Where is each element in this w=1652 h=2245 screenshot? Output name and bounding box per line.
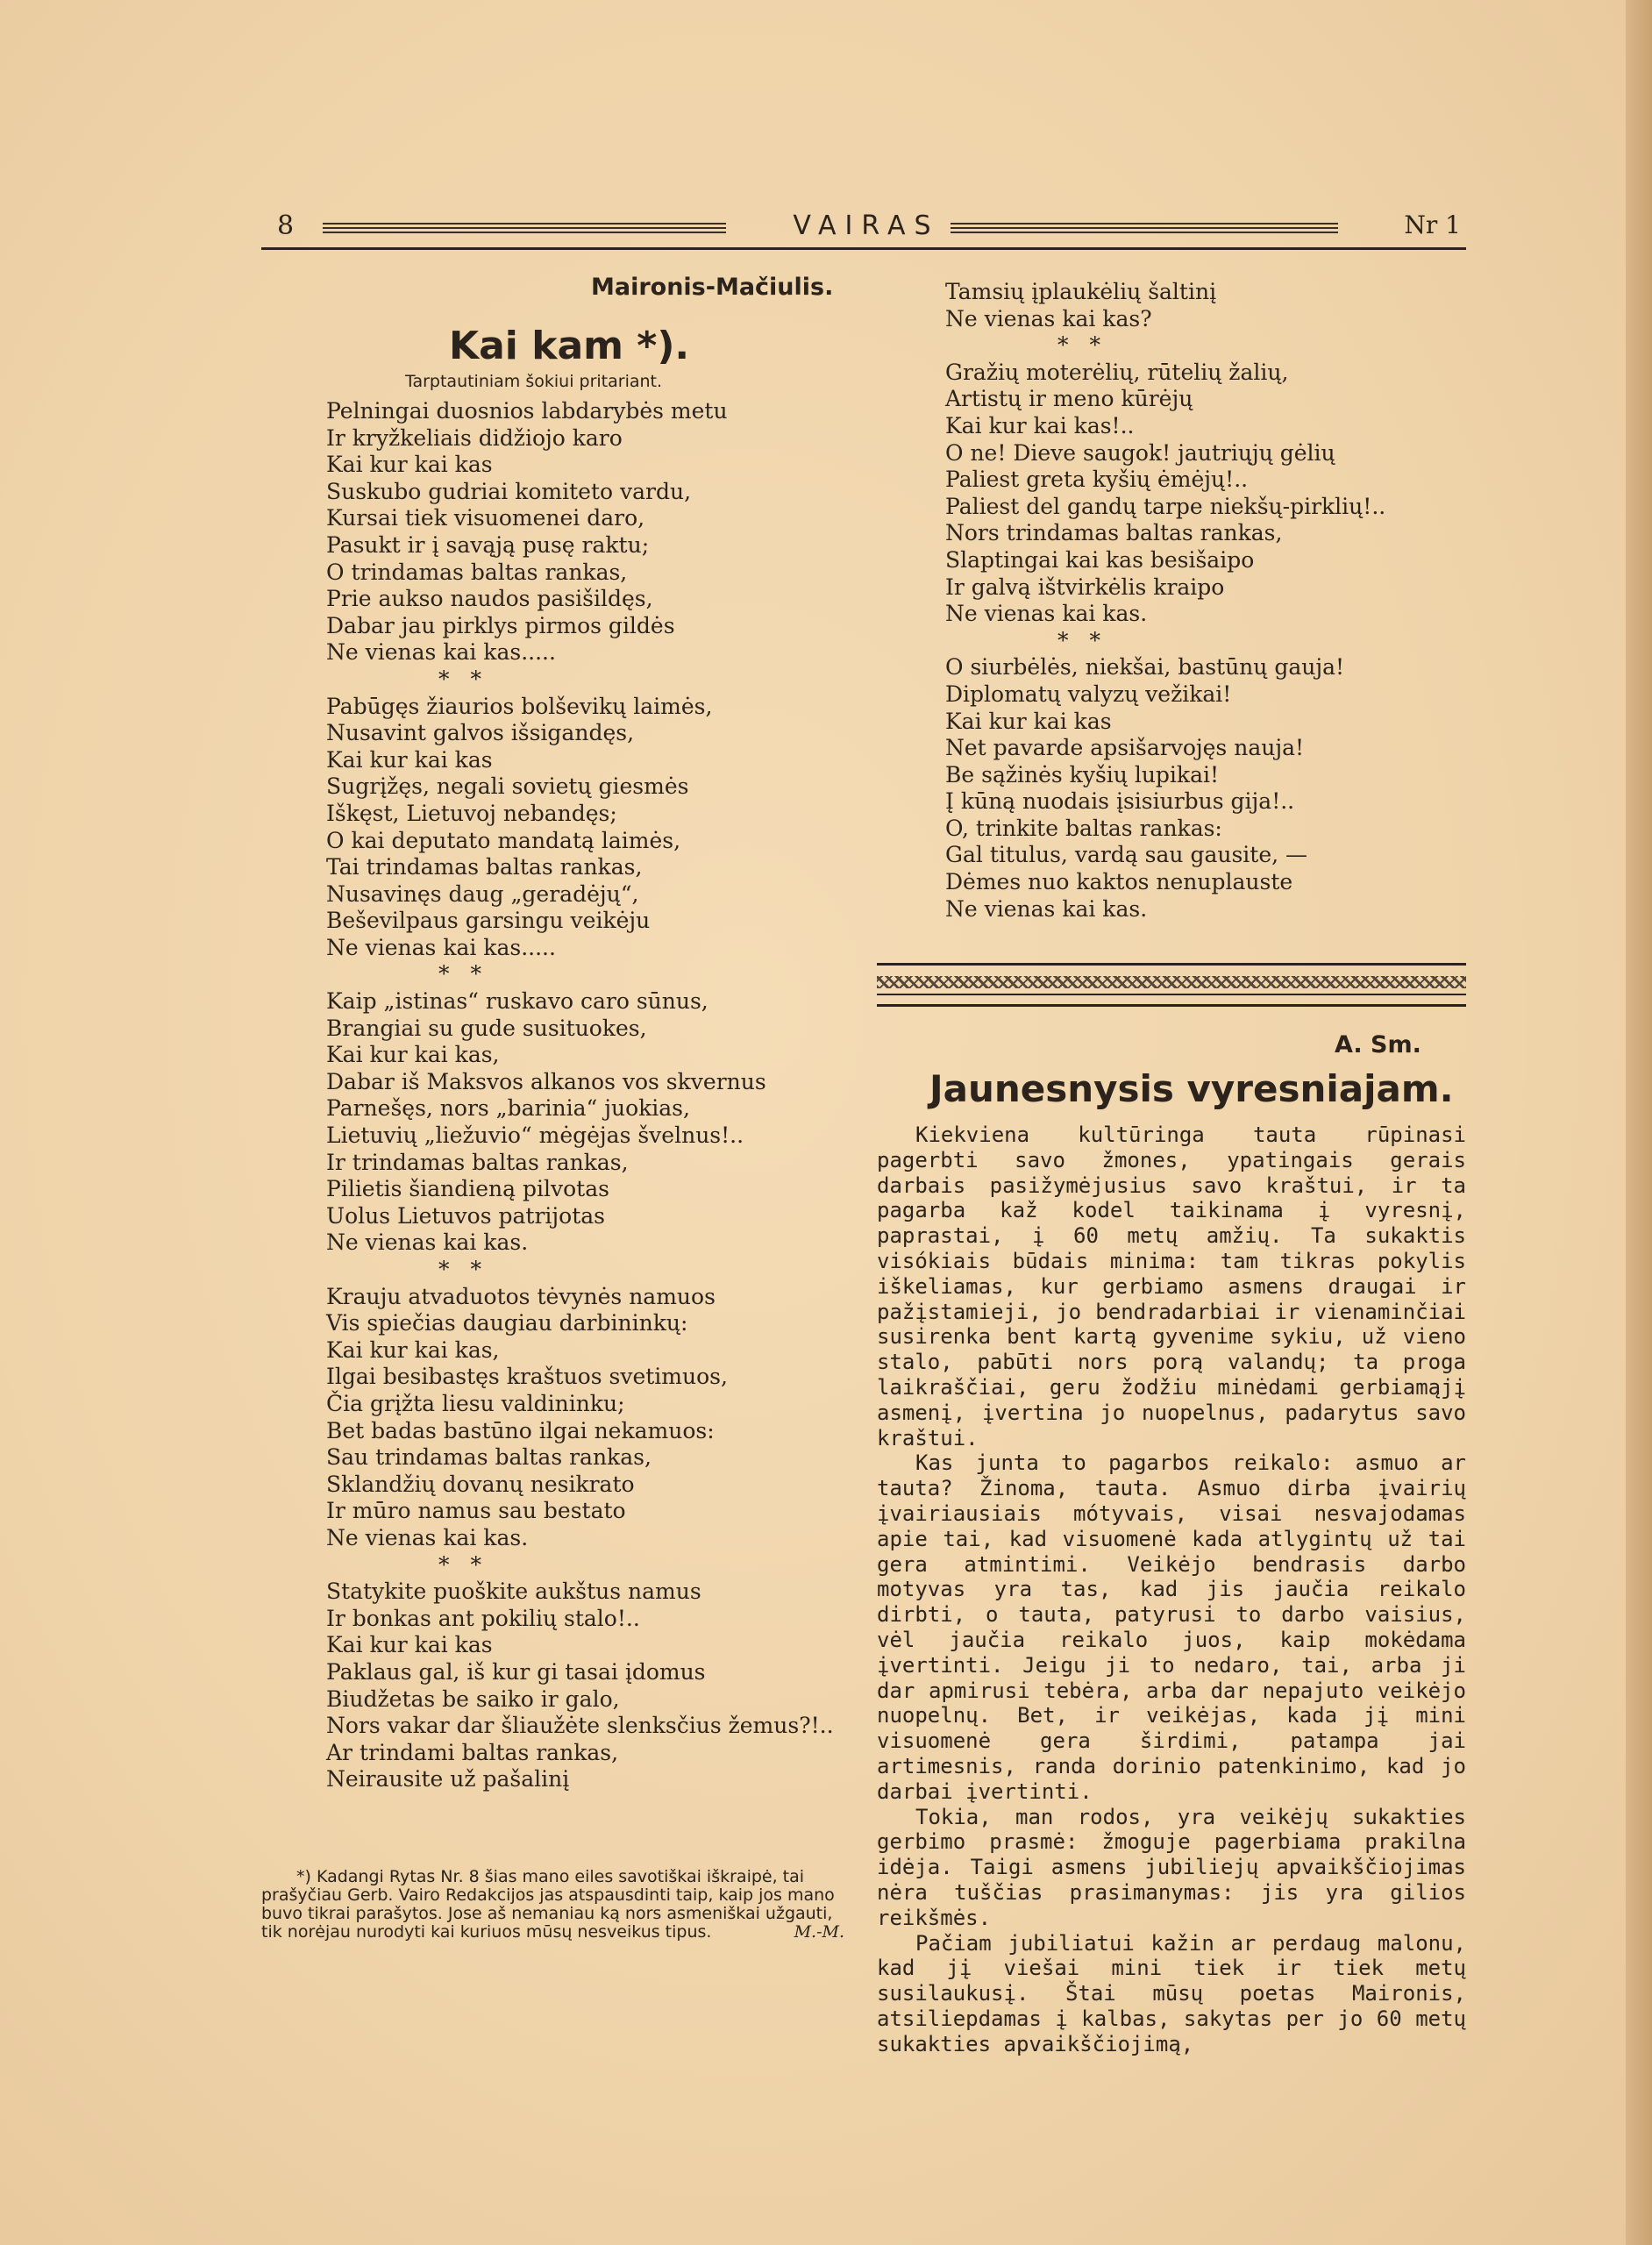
poem-line: Nusavint galvos išsigandęs, bbox=[326, 720, 635, 746]
article bbox=[877, 1031, 1466, 2056]
poem-line: Ne vienas kai kas. bbox=[945, 895, 1148, 922]
poem-line: Kaip „istinas“ ruskavo caro sūnus, bbox=[326, 988, 709, 1015]
poem-line: O siurbėlės, niekšai, bastūnų gauja! bbox=[945, 654, 1345, 681]
poem-line: Artistų ir meno kūrėjų bbox=[945, 386, 1193, 412]
article-paragraph: Kas junta to pagarbos reikalo: asmuo ar tauta? Žinoma, tauta. Asmuo dirba įvairių įvairiausiais mótyvais, visai nesvajodamas apie tai, kad visuomenė kada atlygintų už tai gera atmintimi. Veikėjo bendrasis darbo motyvas yra tas, kad jis jaučia reikalo dirbti, o tauta, patyrusi to darbo vaisius, vėl jaučia reikalo juos, kaip mokėdama įvertinti. Jeigu ji to nedaro, tai, arba ji dar apmirusi tebėra, arba dar nepajuto veikėjo nuopelnų. Bet, ir veikėjas, kada jį mini visuomenė gera širdimi, patampa jai artimesnis, randa dorinio patenkinimo, kad jo darbai įvertinti. bbox=[877, 1450, 1466, 1804]
poem-line: O kai deputato mandatą laimės, bbox=[326, 827, 681, 853]
poem-right-column bbox=[945, 279, 1471, 923]
poem-line: Krauju atvaduotos tėvynės namuos bbox=[326, 1283, 716, 1309]
section-divider-ornament bbox=[877, 963, 1466, 1007]
poem-line: Paliest greta kyšių ėmėjų!.. bbox=[945, 467, 1249, 493]
poem-line: Kai kur kai kas, bbox=[326, 1042, 500, 1068]
poem-line: Vis spiečias daugiau darbininkų: bbox=[326, 1310, 688, 1336]
ornament-line bbox=[877, 994, 1466, 995]
poem-line: Pabūgęs žiaurios bolševikų laimės, bbox=[326, 693, 713, 719]
poem-line: Paliest del gandų tarpe niekšų-pirklių!.. bbox=[945, 493, 1386, 519]
header-rule-left bbox=[323, 223, 726, 233]
poem-line: Ne vienas kai kas. bbox=[326, 1524, 529, 1550]
poem-line: Bet badas bastūno ilgai nekamuos: bbox=[326, 1417, 715, 1443]
stanza-separator: * * bbox=[1057, 627, 1107, 653]
ornament-band bbox=[877, 976, 1466, 988]
journal-title: VAIRAS bbox=[793, 210, 940, 241]
page-header bbox=[261, 210, 1466, 246]
poem-line: Čia grįžta liesu valdininku; bbox=[326, 1390, 625, 1416]
stanza-separator: * * bbox=[438, 1551, 488, 1578]
poem-line: Slaptingai kai kas besišaipo bbox=[945, 546, 1255, 573]
poem-line: Ne vienas kai kas. bbox=[326, 1229, 529, 1256]
poem-line: Ne vienas kai kas? bbox=[945, 305, 1152, 331]
article-title: Jaunesnysis vyresniajam. bbox=[929, 1067, 1454, 1110]
article-author: A. Sm. bbox=[1335, 1031, 1421, 1058]
footnote-text: *) Kadangi Rytas Nr. 8 šias mano eiles savotiškai iškraipė, tai prašyčiau Gerb. Vairo Redakcijos jas atspausdinti taip, kaip jos mano buvo tikrai parašytos. Jose aš nemaniau ką nors asmeniškai užgauti, tik norėjau nurodyti kai kuriuos mūsų nesveikus tipus. bbox=[261, 1867, 835, 1942]
poem-line: Paklaus gal, iš kur gi tasai įdomus bbox=[326, 1658, 706, 1685]
poem-line: O ne! Dieve saugok! jautriųjų gėlių bbox=[945, 439, 1335, 466]
poem-line: Į kūną nuodais įsisiurbus gija!.. bbox=[945, 788, 1295, 815]
poem-line: Tamsių įplaukėlių šaltinį bbox=[945, 279, 1217, 304]
poem-line: Ar trindami baltas rankas, bbox=[326, 1739, 619, 1765]
poem-line: Biudžetas be saiko ir galo, bbox=[326, 1686, 620, 1712]
poem-line: Kai kur kai kas, bbox=[326, 1336, 500, 1363]
article-body bbox=[877, 1122, 1466, 2056]
stanza-separator: * * bbox=[1057, 332, 1107, 359]
poem-line: Kai kur kai kas bbox=[326, 1632, 493, 1658]
poem-subtitle: Tarptautiniam šokiui pritariant. bbox=[405, 372, 663, 391]
poem-line: Ilgai besibastęs kraštuos svetimuos, bbox=[326, 1364, 728, 1390]
poem-line: Kursai tiek visuomenei daro, bbox=[326, 505, 645, 531]
poem-line: Gal titulus, vardą sau gausite, — bbox=[945, 842, 1308, 868]
header-underline bbox=[261, 247, 1466, 250]
article-paragraph: Pačiam jubiliatui kažin ar perdaug malonu, kad jį viešai mini tiek ir tiek metų susilaukusį. Štai mūsų poetas Maironis, atsiliepdamas į kalbas, sakytas per jo 60 metų sukakties apvaikščiojimą, bbox=[877, 1930, 1466, 2056]
poem-body-left bbox=[326, 398, 870, 1793]
poem-line: Nors vakar dar šliaužėte slenksčius žemus?!.. bbox=[326, 1713, 834, 1739]
poem-line: Suskubo gudriai komiteto vardu, bbox=[326, 478, 692, 504]
poem-line: Pelningai duosnios labdarybės metu bbox=[326, 398, 728, 424]
poem-line: Dėmes nuo kaktos nenuplauste bbox=[945, 869, 1293, 895]
article-paragraph: Kiekviena kultūringa tauta rūpinasi pagerbti savo žmones, ypatingais gerais darbais pasižymėjusius savo kraštui, ir ta pagarba kaž kodel taikinama į vyresnį, paprastai, į 60 metų amžių. Ta sukaktis visókiais būdais minima: tam tikras pokylis iškeliamas, kur gerbiamo asmens draugai ir pažįstamieji, jo bendradarbiai ir vienaminčiai susirenka bent kartą gyvenime sykiu, už vieno stalo, pabūti nors porą valandų; ta proga laikraščiai, geru žodžiu minėdami gerbiamąjį asmenį, įvertina jo nuopelnus, padarytus savo kraštui. bbox=[877, 1122, 1466, 1450]
poem-line: Ne vienas kai kas..... bbox=[326, 639, 556, 666]
header-rule-right bbox=[951, 223, 1338, 233]
poem-line: Be sąžinės kyšių lupikai! bbox=[945, 761, 1220, 788]
poem-line: Statykite puoškite aukštus namus bbox=[326, 1579, 701, 1605]
poem-title: Kai kam *). bbox=[449, 324, 690, 368]
poem-line: Ir trindamas baltas rankas, bbox=[326, 1149, 629, 1175]
poem-line: O trindamas baltas rankas, bbox=[326, 559, 628, 585]
poem-line: O, trinkite baltas rankas: bbox=[945, 815, 1222, 841]
page-number: 8 bbox=[277, 210, 295, 241]
poem-line: Ir bonkas ant pokilių stalo!.. bbox=[326, 1605, 640, 1631]
stanza-separator: * * bbox=[438, 1257, 488, 1282]
poem-line: Pilietis šiandieną pilvotas bbox=[326, 1176, 609, 1202]
poem-left-column bbox=[326, 274, 870, 1793]
poem-line: Ir mūro namus sau bestato bbox=[326, 1498, 626, 1524]
poem-line: Parnešęs, nors „barinia“ juokias, bbox=[326, 1095, 690, 1122]
stanza-separator: * * bbox=[438, 666, 488, 692]
poem-footnote bbox=[261, 1868, 844, 1942]
poem-line: Kai kur kai kas bbox=[326, 746, 493, 773]
poem-line: Tai trindamas baltas rankas, bbox=[326, 854, 643, 880]
poem-line: Uolus Lietuvos patrijotas bbox=[326, 1202, 605, 1229]
poem-line: Sklandžių dovanų nesikrato bbox=[326, 1471, 635, 1497]
poem-line: Kai kur kai kas bbox=[326, 452, 493, 478]
poem-line: Prie aukso naudos pasišildęs, bbox=[326, 586, 653, 612]
poem-line: Dabar iš Maksvos alkanos vos skvernus bbox=[326, 1068, 766, 1094]
poem-line: Pasukt ir į savąją pusę raktu; bbox=[326, 531, 650, 558]
poem-body-right bbox=[945, 279, 1471, 923]
poem-author: Maironis-Mačiulis. bbox=[591, 274, 834, 301]
poem-line: Net pavarde apsišarvojęs nauja! bbox=[945, 735, 1305, 761]
poem-line: Iškęst, Lietuvoj nebandęs; bbox=[326, 800, 617, 826]
poem-line: Dabar jau pirklys pirmos gildės bbox=[326, 612, 675, 638]
poem-line: Ne vienas kai kas. bbox=[945, 601, 1148, 627]
poem-line: Beševilpaus garsingu veikėju bbox=[326, 908, 651, 934]
poem-line: Lietuvių „liežuvio“ mėgėjas švelnus!.. bbox=[326, 1122, 744, 1149]
poem-line: Ne vienas kai kas..... bbox=[326, 934, 556, 960]
poem-line: Sugrįžęs, negali sovietų giesmės bbox=[326, 773, 689, 800]
poem-line: Ir galvą ištvirkėlis kraipo bbox=[945, 574, 1225, 600]
issue-number: Nr 1 bbox=[1404, 210, 1461, 239]
poem-line: Nors trindamas baltas rankas, bbox=[945, 520, 1283, 546]
poem-line: Nusavinęs daug „geradėjų“, bbox=[326, 880, 639, 907]
poem-line: Diplomatų valyzų vežikai! bbox=[945, 681, 1232, 707]
stanza-separator: * * bbox=[438, 961, 488, 987]
poem-line: Gražių moterėlių, rūtelių žalių, bbox=[945, 359, 1289, 385]
footnote-signature: M.-M. bbox=[794, 1922, 844, 1942]
poem-line: Sau trindamas baltas rankas, bbox=[326, 1444, 652, 1471]
poem-line: Kai kur kai kas!.. bbox=[945, 412, 1135, 438]
poem-line: Kai kur kai kas bbox=[945, 708, 1112, 734]
page-edge bbox=[1626, 0, 1652, 2245]
poem-line: Brangiai su gude susituokes, bbox=[326, 1015, 647, 1041]
poem-line: Ir kryžkeliais didžiojo karo bbox=[326, 424, 623, 451]
article-paragraph: Tokia, man rodos, yra veikėjų sukakties gerbimo prasmė: žmoguje pagerbiama prakilna idėja. Taigi asmens jubiliejų apvaikščiojimas nėra tuščias prasimanymas: jis yra gilios reikšmės. bbox=[877, 1804, 1466, 1930]
poem-line: Neirausite už pašalinį bbox=[326, 1766, 570, 1792]
